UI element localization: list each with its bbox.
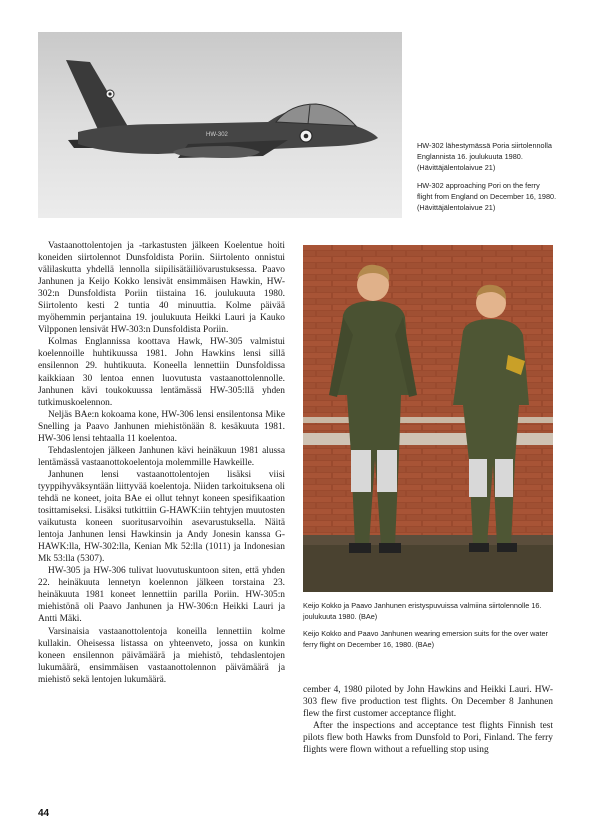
caption-finnish: HW-302 lähestymässä Poria siirtolennolla Englannista 16. joulukuuta 1980. (Hävittäjälentolaivue 21) (417, 141, 552, 172)
photo-pilots (303, 245, 553, 592)
caption-finnish: Keijo Kokko ja Paavo Janhunen eristyspuvuissa valmiina siirtolennolle 16. joulukuuta 1980. (BAe) (303, 601, 542, 621)
hawk-aircraft-image (38, 32, 402, 218)
paragraph: After the inspections and acceptance test flights Finnish test pilots flew both Hawks from Dunsfold to Pori, Finland. The ferry flights were flown without a refuelling stop using (303, 721, 553, 756)
aircraft-marking: HW-302 (206, 132, 228, 138)
paragraph: Varsinaisia vastaanottolentoja koneilla lennettiin kolme kullakin. Oheisessa listassa on yhteenveto, jossa on kunkin koneen ensilennon päivämäärä ja miehistö, tehdaslentojen lukumäärä, ensimmäisen vastaanottolennon päivämäärä ja miehistö sekä lentojen lukumäärä. (38, 626, 285, 685)
right-photo-caption (303, 600, 555, 656)
right-text-column (303, 684, 553, 756)
paragraph: cember 4, 1980 piloted by John Hawkins and Heikki Lauri. HW-303 flew five production test flights. On December 8 Janhunen flew the first customer acceptance flight. (303, 685, 553, 720)
page-number: 44 (38, 808, 50, 819)
caption-english: HW-302 approaching Pori on the ferry flight from England on December 16, 1980. (Hävittäjälentolaivue 21) (417, 181, 557, 212)
pilots-image (303, 245, 553, 592)
photo-hawk-in-flight (38, 32, 402, 218)
caption-english: Keijo Kokko and Paavo Janhunen wearing emersion suits for the over water ferry flight on December 16, 1980. (BAe) (303, 629, 548, 649)
left-text-column (38, 240, 285, 686)
paragraph: Janhunen lensi vastaanottolentojen lisäksi viisi tyyppihyväksyntään liittyvää koelentoja. Niiden tarkoituksena oli tehdä ne koneet, joita BAe ei ollut tehnyt koneen spesifikaation tosittamiseksi. Lisäksi tutkittiin G-HAWK:iin tehtyjen muutosten vaikutusta koneen suoritusarvoihin asevarustuksella. Näitä lentoja Janhunen lensi Hawkinsin ja Andy Jonesin kanssa G-HAWK:lla, HW-302:lla, Kenian Mk 52:lla (1011) ja Indonesian Mk 53:lla (5307). (38, 469, 285, 565)
paragraph: HW-305 ja HW-306 tulivat luovutuskuntoon siten, että yhden 22. heinäkuuta lennetyn koelennon jälkeen torstaina 23. heinäkuuta 1981 koneet lennettiin parilla Poriin. HW-305:n miehistönä oli Paavo Janhunen ja HW-306:n Heikki Lauri ja Antti Mäki. (38, 566, 285, 625)
paragraph: Kolmas Englannissa koottava Hawk, HW-305 valmistui koelennoille huhtikuussa 1981. John Hawkins lensi sillä ensilennon 29. huhtikuuta. Koneella lennettiin Dunsfoldissa kaikkiaan 30 lentoa ennen luovutusta vastaanottolennolle. Janhunen kävi toukokuussa lentämässä HW-305:llä yhden tutkimuskoelennon. (38, 337, 285, 408)
paragraph: Tehdaslentojen jälkeen Janhunen kävi heinäkuun 1981 alussa lentämässä vastaanottokoelentoja molemmille Hawkeille. (38, 445, 285, 468)
top-photo-caption (417, 140, 557, 220)
paragraph: Neljäs BAe:n kokoama kone, HW-306 lensi ensilentonsa Mike Snelling ja Paavo Janhunen miehistönään 8. kesäkuuta 1981. HW-306 lensi tehtaalla 11 koelentoa. (38, 409, 285, 444)
paragraph: Vastaanottolentojen ja -tarkastusten jälkeen Koelentue hoiti koneiden siirtolennot Dunsfoldista Poriin. Siirtolento onnistui välilaskutta yhdellä lennolla siipilisätäiliövarustuksessa. Paavo Janhunen ja Keijo Kokko lensivät ensimmäisen Hawkin, HW-302:n Dunsfoldista Poriin tiistaina 16. joulukuuta 1980. Siirtolento kesti 2 tuntia 40 minuuttia. Kolme päivää myöhemmin perjantaina 19. joulukuuta Heikki Lauri ja Kauko Vilpponen lensivät HW-303:n Dunsfoldista Poriin. (38, 241, 285, 336)
